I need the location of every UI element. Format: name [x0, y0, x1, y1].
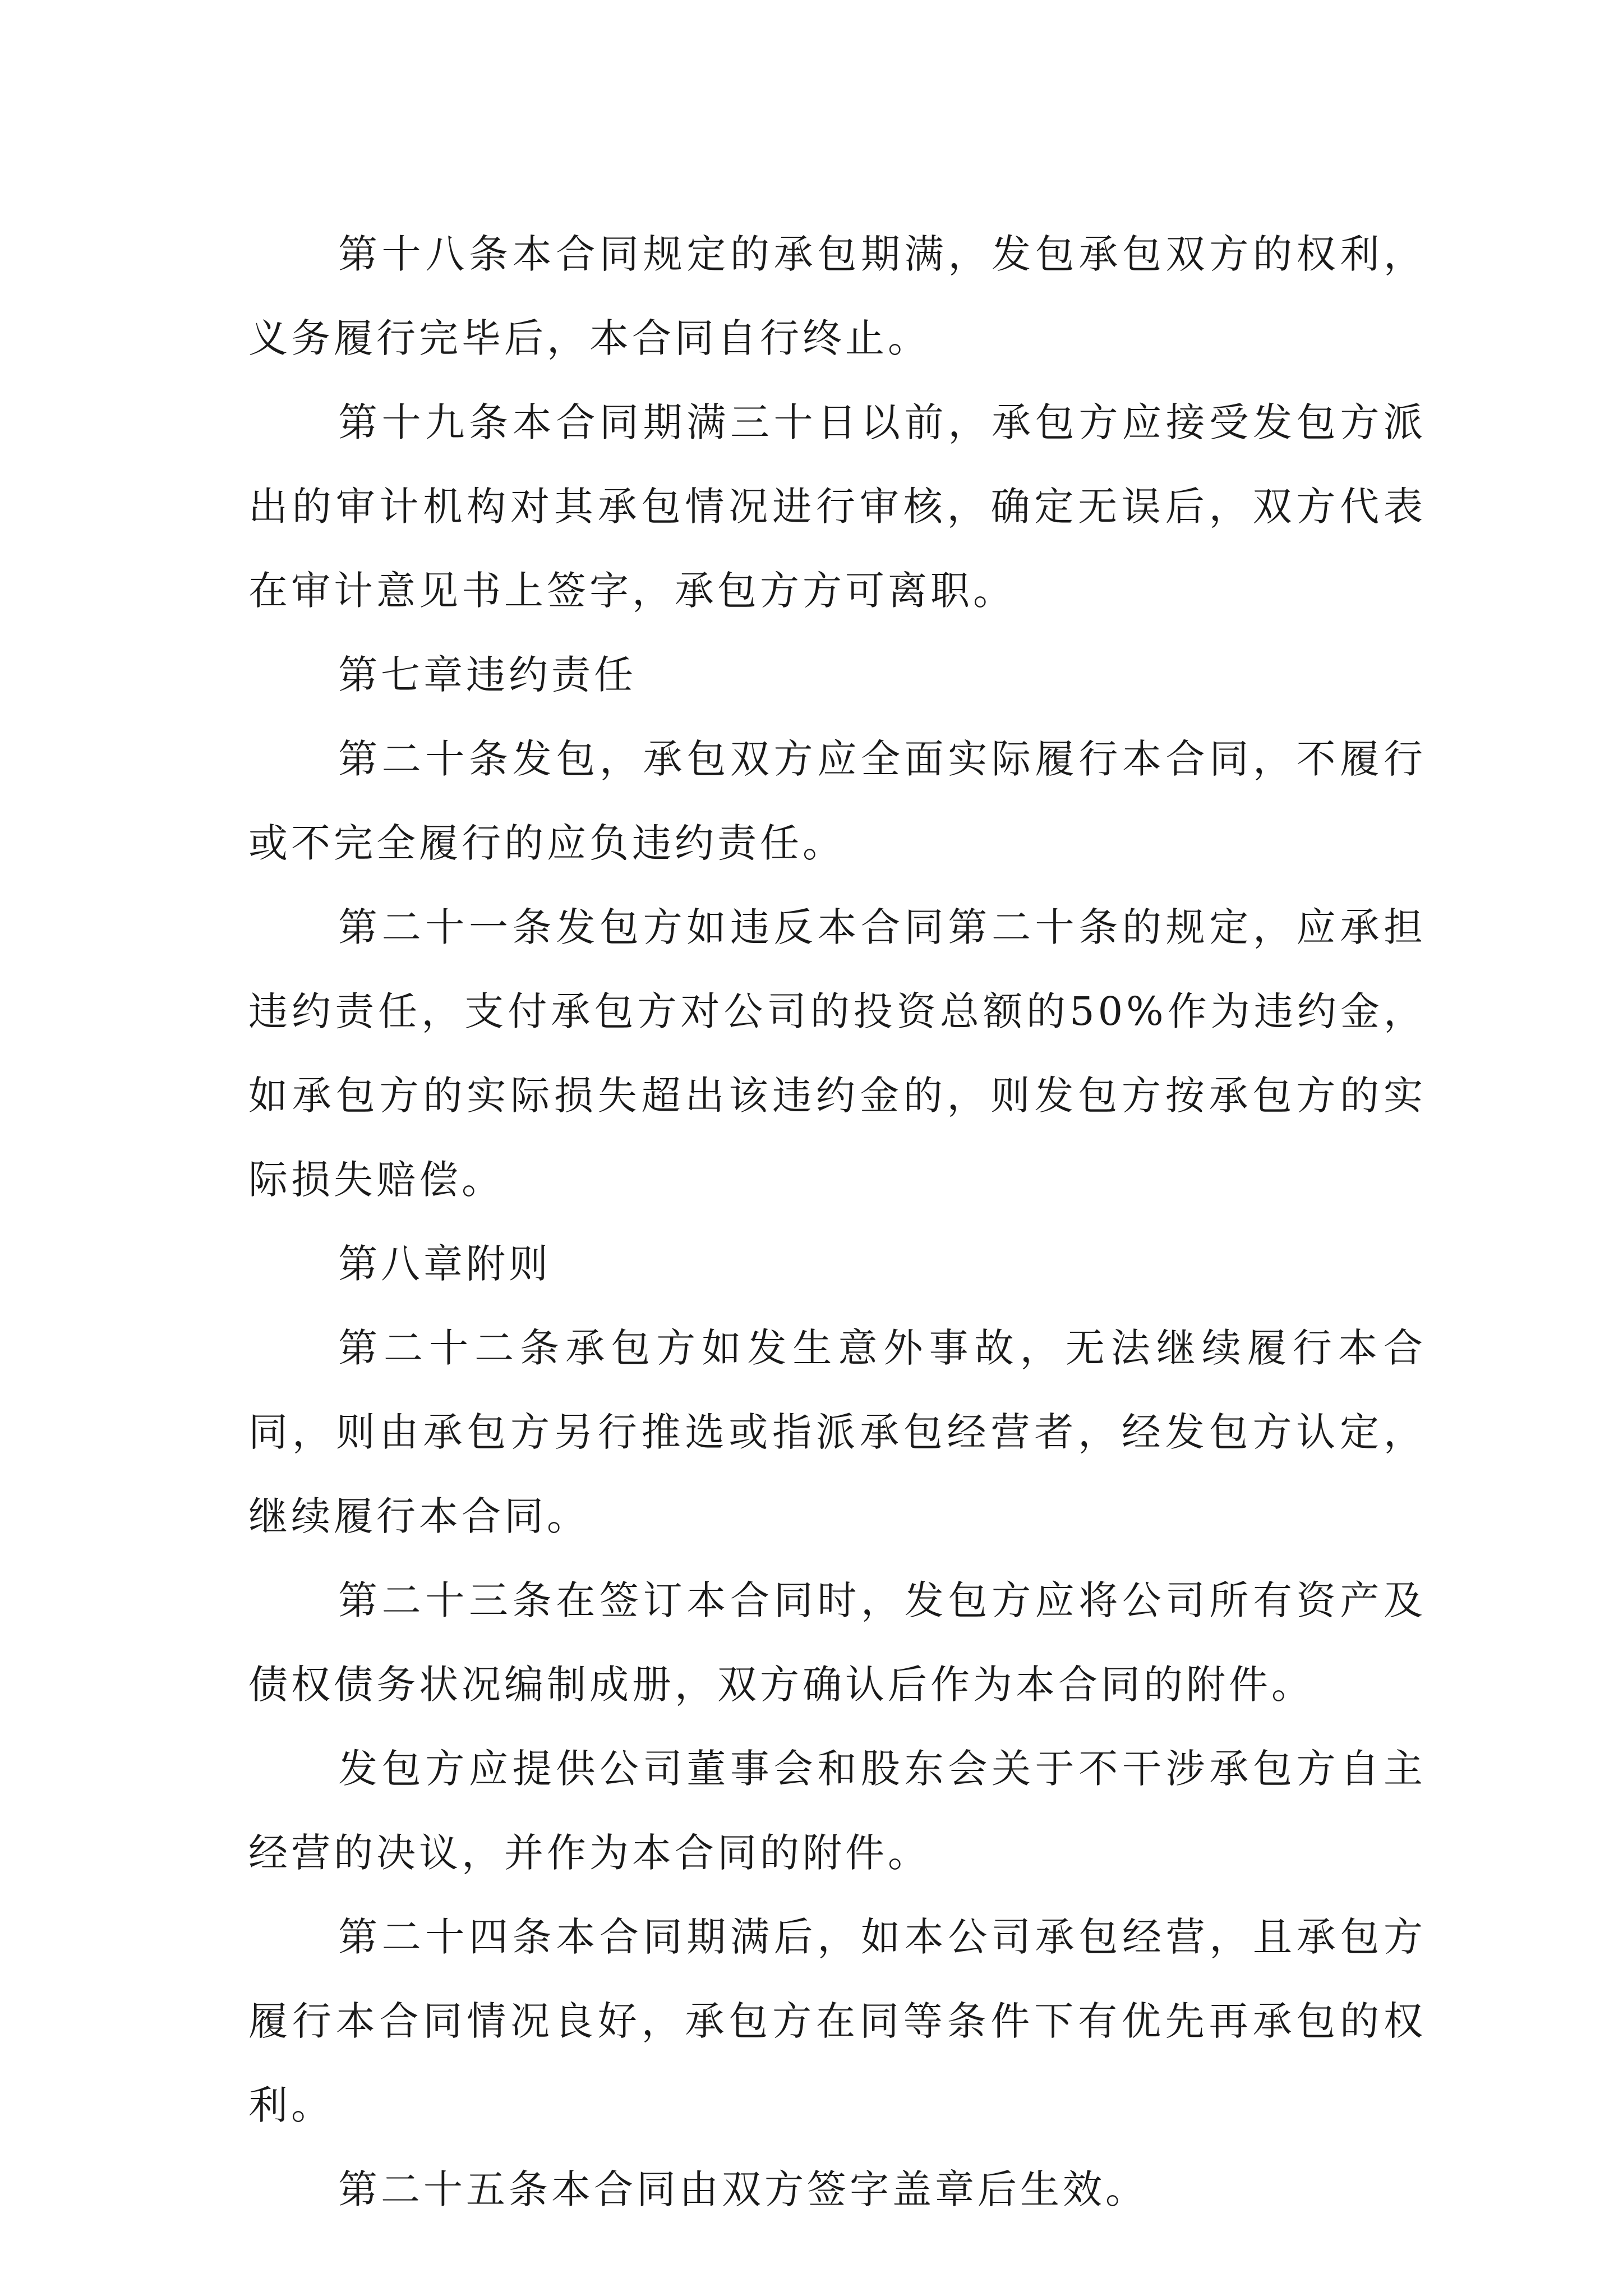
chapter-7-heading: 第七章违约责任 — [338, 652, 637, 698]
article-20-paragraph: 第二十条发包，承包双方应全面实际履行本合同，不履行或不完全履行的应负违约责任。 — [248, 736, 1426, 866]
chapter-8-heading: 第八章附则 — [338, 1241, 551, 1287]
article-22-paragraph: 第二十二条承包方如发生意外事故，无法继续履行本合同，则由承包方另行推选或指派承包经营者，经发包方认定，继续履行本合同。 — [248, 1325, 1426, 1539]
article-18-paragraph: 第十八条本合同规定的承包期满，发包承包双方的权利，义务履行完毕后，本合同自行终止。 — [248, 231, 1426, 361]
article-23-paragraph: 第二十三条在签订本合同时，发包方应将公司所有资产及债权债务状况编制成册，双方确认后作为本合同的附件。 — [248, 1577, 1426, 1708]
article-25-paragraph: 第二十五条本合同由双方签字盖章后生效。 — [338, 2166, 1148, 2212]
article-24-paragraph: 第二十四条本合同期满后，如本公司承包经营，且承包方履行本合同情况良好，承包方在同等条件下有优先再承包的权利。 — [248, 1914, 1426, 2128]
board-resolution-paragraph: 发包方应提供公司董事会和股东会关于不干涉承包方自主经营的决议，并作为本合同的附件。 — [248, 1746, 1426, 1876]
article-19-paragraph: 第十九条本合同期满三十日以前，承包方应接受发包方派出的审计机构对其承包情况进行审核，确定无误后，双方代表在审计意见书上签字，承包方方可离职。 — [248, 399, 1426, 614]
document-body — [248, 212, 1426, 2231]
article-21-paragraph: 第二十一条发包方如违反本合同第二十条的规定，应承担违约责任，支付承包方对公司的投资总额的50%作为违约金，如承包方的实际损失超出该违约金的，则发包方按承包方的实际损失赔偿。 — [248, 904, 1426, 1203]
